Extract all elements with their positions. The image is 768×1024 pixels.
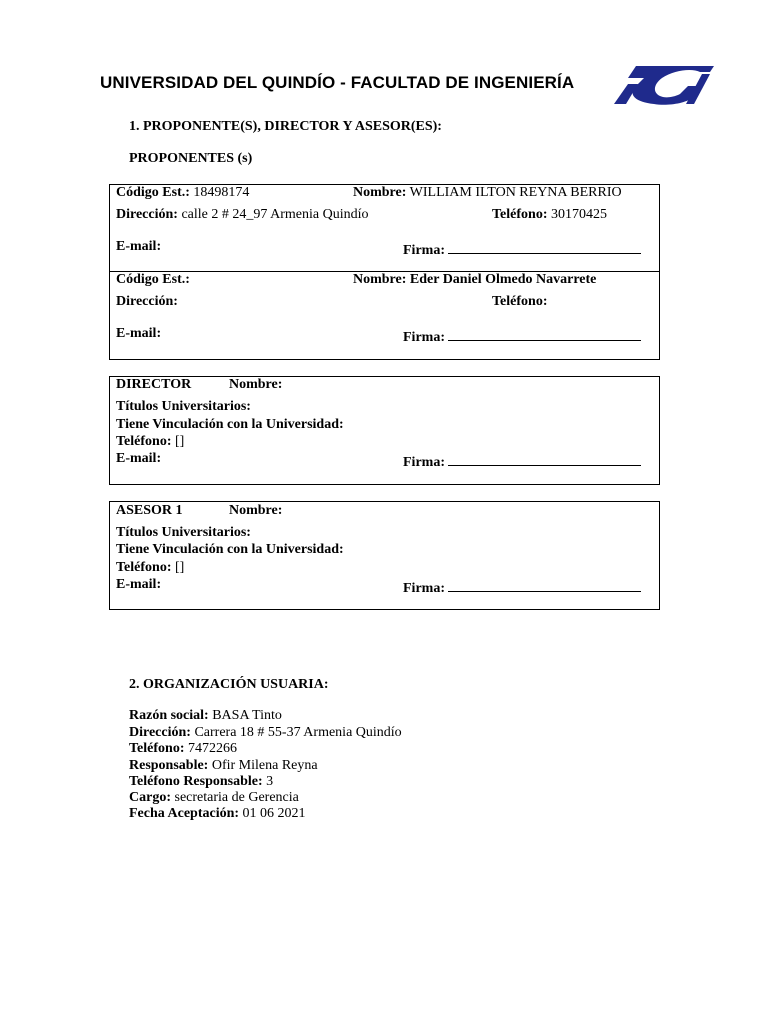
field-label: Responsable: (129, 758, 209, 773)
telefono-label: Teléfono: (492, 294, 548, 309)
box-edge (659, 207, 660, 223)
proponente-2-nombre (353, 272, 596, 288)
director-firma (403, 451, 641, 471)
signature-line[interactable] (448, 326, 641, 341)
field-value: BASA Tinto (208, 708, 282, 723)
asesor-telefono (116, 560, 184, 576)
telefono-value: [] (171, 560, 185, 575)
field-label: Razón social: (129, 708, 209, 723)
proponente-1-codigo (116, 185, 249, 201)
org-razon-social (129, 708, 282, 724)
director-nombre-label: Nombre: (229, 377, 283, 392)
field-label: Cargo: (129, 790, 171, 805)
firma-label: Firma: (403, 455, 445, 470)
direccion-label: Dirección: (116, 294, 178, 309)
telefono-value: [] (171, 434, 185, 449)
telefono-label: Teléfono: (116, 560, 172, 575)
asesor-firma (403, 577, 641, 597)
university-logo (614, 64, 714, 106)
director-role-label: DIRECTOR (116, 377, 192, 392)
proponente-2-codigo (116, 272, 190, 288)
proponentes-subheading: PROPONENTES (s) (129, 151, 253, 166)
signature-line[interactable] (448, 239, 641, 254)
asesor-role-label: ASESOR 1 (116, 503, 183, 518)
signature-line[interactable] (448, 451, 641, 466)
firma-label: Firma: (403, 330, 445, 345)
proponente-2-direccion (116, 294, 178, 310)
org-direccion (129, 725, 402, 741)
telefono-value: 30170425 (547, 207, 607, 222)
codigo-label: Código Est.: (116, 272, 190, 287)
proponente-1-telefono (492, 207, 607, 223)
director-titulos-label: Títulos Universitarios: (116, 399, 251, 414)
direccion-label: Dirección: (116, 207, 178, 222)
proponente-1-nombre (353, 185, 622, 201)
field-label: Teléfono Responsable: (129, 774, 263, 789)
director-telefono (116, 434, 184, 450)
field-value: Carrera 18 # 55-37 Armenia Quindío (190, 725, 402, 740)
field-label: Dirección: (129, 725, 191, 740)
proponente-2-firma (403, 326, 641, 346)
page-title: UNIVERSIDAD DEL QUINDÍO - FACULTAD DE INGENIERÍA (100, 73, 575, 92)
org-telefono-responsable (129, 774, 273, 790)
section-2-heading: 2. ORGANIZACIÓN USUARIA: (129, 677, 329, 692)
nombre-value: WILLIAM ILTON REYNA BERRIO (406, 185, 622, 200)
direccion-value: calle 2 # 24_97 Armenia Quindío (177, 207, 369, 222)
director-vinculacion-label: Tiene Vinculación con la Universidad: (116, 417, 344, 432)
proponente-1-firma (403, 239, 641, 259)
signature-line[interactable] (448, 577, 641, 592)
field-value: 7472266 (184, 741, 237, 756)
field-value: 3 (262, 774, 274, 789)
firma-label: Firma: (403, 243, 445, 258)
field-value: 01 06 2021 (239, 806, 306, 821)
codigo-value: 18498174 (189, 185, 250, 200)
telefono-label: Teléfono: (116, 434, 172, 449)
asesor-vinculacion-label: Tiene Vinculación con la Universidad: (116, 542, 344, 557)
field-value: Ofir Milena Reyna (208, 758, 318, 773)
org-fecha-aceptacion (129, 806, 306, 822)
org-cargo (129, 790, 299, 806)
org-telefono (129, 741, 237, 757)
proponente-2-email-label: E-mail: (116, 326, 162, 341)
proponente-2-telefono (492, 294, 547, 310)
asesor-email-label: E-mail: (116, 577, 162, 592)
field-value: secretaria de Gerencia (171, 790, 299, 805)
director-email-label: E-mail: (116, 451, 162, 466)
proponente-1-email-label: E-mail: (116, 239, 162, 254)
asesor-nombre-label: Nombre: (229, 503, 283, 518)
nombre-label: Nombre: Eder Daniel Olmedo Navarrete (353, 272, 597, 287)
firma-label: Firma: (403, 581, 445, 596)
asesor-titulos-label: Títulos Universitarios: (116, 525, 251, 540)
proponente-1-direccion (116, 207, 368, 223)
field-label: Teléfono: (129, 741, 185, 756)
field-label: Fecha Aceptación: (129, 806, 240, 821)
telefono-label: Teléfono: (492, 207, 548, 222)
org-responsable (129, 758, 318, 774)
codigo-label: Código Est.: (116, 185, 190, 200)
section-1-heading: 1. PROPONENTE(S), DIRECTOR Y ASESOR(ES): (129, 119, 442, 134)
nombre-label: Nombre: (353, 185, 407, 200)
